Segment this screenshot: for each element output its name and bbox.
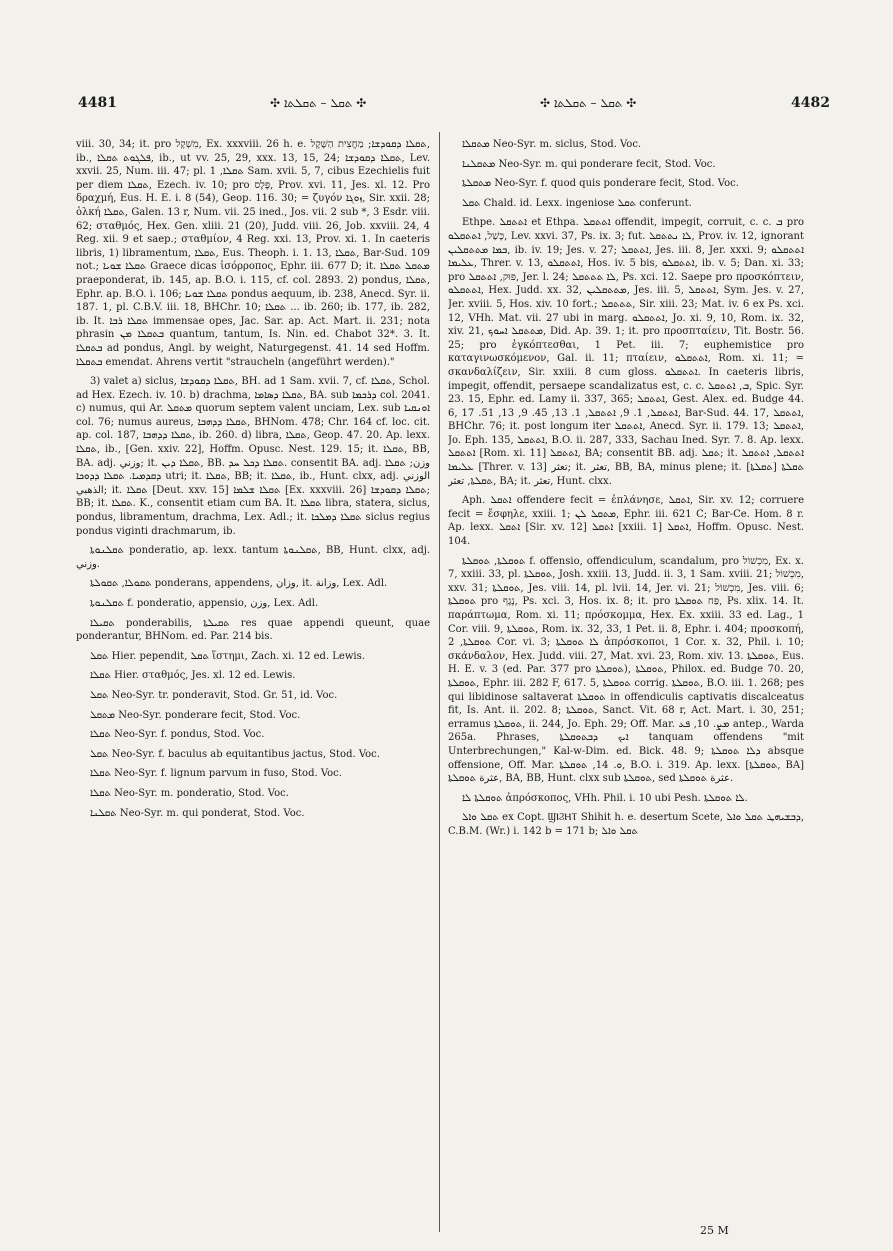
entry-paragraph: ܬܩܠܢܘܬܐ ponderatio, ap. lexx. tantum ܬܩܠܢܘܬܐ, BB, Hunt. clxx, adj. وزني. (76, 545, 430, 570)
entry-paragraph: ܬܩܘܠܐ, ܬܩܘܠܬܐ ponderans, appendens, وزان, it. وزانة, Lex. Adl. (90, 578, 388, 590)
entry-paragraph: ܬܩܠ Chald. id. Lexx. ingeniose ܬܩܠ conferunt. (462, 197, 692, 209)
entry-paragraph: ܬܩܠܢܘܬܐ f. ponderatio, appensio, وزن, Lex. Adl. (90, 598, 319, 609)
entry-paragraph: ܬܩܠܐ Neo-Syr. f. pondus, Stod. Voc. (90, 729, 265, 741)
entry-paragraph: ܡܬܩܠܬܐ Neo-Syr. f. quod quis ponderare fecit, Stod. Voc. (462, 178, 739, 190)
right-column (448, 138, 804, 1228)
entry-paragraph: ܬܩܠ Neo-Syr. tr. ponderavit, Stod. Gr. 51, id. Voc. (90, 689, 338, 701)
signature-mark: 25 M (700, 1224, 729, 1237)
page-number-right: 4482 (791, 95, 830, 111)
page-header (70, 95, 830, 119)
page-number-left: 4481 (78, 95, 117, 111)
entry-paragraph: ܡܬܩܠܐ Neo-Syr. m. siclus, Stod. Voc. (462, 139, 642, 150)
column-divider (439, 132, 440, 1232)
entry-paragraph: ܬܩܠ Neo-Syr. f. baculus ab equitantibus jactus, Stod. Voc. (90, 748, 380, 760)
entry-paragraph: viii. 30, 34; it. pro מִשְׁקָל, Ex. xxxviii. 26 h. e. ܬܩܠܐ ܕܩܘܕܫܐ; מַחֲצִית הַשֶּׁקֶל, ib., ܦܠܓܘܬ ܬܩܠܐ, ib., ut vv. 25, 29, xxx. 13, 15, 24; ܬܩܠܐ ܕܩܘܕܫܐ, Lev. xxvii. 25, Num. iii. 47; pl. ܬܩܠܐ, 1 Sam. xvii. 5, 7, cibus Ezechielis fuit per diem ܬܩܠܐ, Ezech. iv. 10; pro פֶּלֶס, Prov. xvi. 11, Jes. xl. 12. Pro δραχμή, Eus. H. E. i. 8 (54), Geop. 116. 30; = ζυγόν ܙܘܓܐ, Sir. xxii. 28; ὁλκή ܬܩܠܐ, Galen. 13 r, Num. vii. 25 ined., Jos. vii. 2 sub *, 3 Esdr. viii. 62; σταθμός, Hex. Gen. xliii. 21 (20), Judd. viii. 26, Job. xxviii. 24, 4 Reg. xii. 9 et saep.; σταθμίον, 4 Reg. xxi. 13, Prov. xi. 1. In caeteris libris, 1) libramentum, ܬܩܠܐ, Eus. Theoph. i. 1. 13, ܬܩܠܐ, Bar-Sud. 109 not.; ܬܩܠܐ ܫܘܝܐ Graece dicas ἰσόρροπος, Ephr. iii. 677 D; it. ܡܬܩܠ ܬܩܠܐ praeponderat, ib. 145, ap. B.O. i. 115, cf. col. 2893. 2) pondus, ܬܩܠܐ, Ephr. ap. B.O. i. 106; ܬܩܠܐ ܫܘܝܐ pondus aequum, ib. 238, Anecd. Syr. ii. 187. 1, pl. C.B.V. iii. 18, BHChr. 10; ܬܩܠܐ ... ib. 260; ib. 177, ib. 282, ib. It. ܬܩܠܐ ܪܒܐ immensae opes, Jac. Sar. ap. Act. Mart. ii. 231; nota phrasin ܒܬܩܠܐ ܡܢ quantum, tantum, Is. Nin. ed. Chabot 32*. 3. It. ܒܬܩܠܐ ad pondus, Angl. by weight, Naturgegenst. 41. 14 sed Hoffm. ܒܬܩܠܐ emendat. Ahrens vertit "straucheln (angeführt werden)." (76, 139, 430, 368)
entry-paragraph: ܬܩܠ Hier. pependit, ܬܩܠ ἵστημι, Zach. xi. 12 ed. Lewis. (90, 650, 365, 662)
entry-paragraph: ܬܩܠܢܐ Neo-Syr. m. qui ponderat, Stod. Voc. (90, 807, 305, 819)
running-head-left: ✣ ܬܩܠ – ܬܩܠܬܐ ✣ (270, 96, 367, 110)
entry-paragraph: ܬܩܝܠܐ ponderabilis, ܬܩܝܠܬܐ res quae appendi queunt, quae ponderantur, BHNom. ed. Par. 214 bis. (76, 617, 430, 643)
entry-paragraph: ܬܘܩܠܬܐ ܠܐ ἀπρόσκοπος, VHh. Phil. i. 10 ubi Pesh. ܠܐ ܬܘܩܠܬܐ. (462, 792, 748, 804)
entry-paragraph: ܡܬܩܠ Neo-Syr. ponderare fecit, Stod. Voc. (90, 709, 301, 721)
entry-paragraph: Ethpe. ܐܬܬܩܠ et Ethpa. ܐܬܬܩܠ offendit, impegit, corruit, c. c. ܒ pro כָּשַׁל, ܐܬܬܩܠܘ, Lev. xxvi. 37, Ps. ix. 3; fut. ܠܐ ܢܬܬܩܠ, Prov. iv. 12, ignorant ܒܡܐ ܡܬܬܩܠܝܢ, ib. iv. 19; Jes. v. 27; ܐܬܬܩܠ, Jes. iii. 8, Jer. xxxi. 9; ܐܬܬܩܠܘ ܥܠܝܡܐ, Threr. v. 13, ܐܬܬܩܠܘ, Hos. iv. 5 bis, ܐܬܬܩܠܘ, ib. v. 5; Dan. xi. 33; pro פּוּק, ܐܬܬܩܠ, Jer. l. 24; ܠܐ ܬܬܬܩܠ, Ps. xci. 12. Saepe pro προσκόπτειν, ܐܬܬܩܠܘ, Hex. Judd. xx. 32, ܡܬܬܩܠܝܢ, Jes. iii. 5, ܐܬܬܩܠ, Sym. Jes. v. 27, Jer. xviii. 5, Hos. xiv. 10 fort.; ܬܬܬܩܠ, Sir. xiii. 23; Mat. iv. 6 ex Ps. xci. 12, VHh. Mat. vii. 27 ubi in marg. ܐܬܬܩܠܘ, Jo. xi. 9, 10, Rom. ix. 32, xiv. 21, ܡܬܬܩܠ ܐܚܘܟ, Did. Ap. 39. 1; it. pro προσπταίειν, Tit. Bostr. 56. 25; pro ἐγκόπτεσθαι, 1 Pet. iii. 7; euphemistice pro καταγινωσκόμενον, Gal. ii. 11; πταίειν, ܐܬܬܩܠܘ, Rom. xi. 11; = σκανδαλίζειν, Sir. xxiii. 8 cum gloss. ܐܬܬܩܠܘ. In caeteris libris, impegit, offendit, persaepe scandalizatus est, c. c. ܒ, ܐܬܬܩܠ, Spic. Syr. 23. 15, Ephr. ed. Lamy ii. 337, 365; ܐܬܬܩܠ, Gest. Alex. ed. Budge 44. 6, ܐܬܬܩܠ, 1. 9, ܐܬܬܩܠ, 1. 13, 45. 9, 13, 51. 17, Bar-Sud. 44. 17, ܐܬܬܩܠ, BHChr. 76; it. post longum iter ܐܬܬܩܠ, Anecd. Syr. ii. 179. 13; ܐܬܬܩܠ, Jo. Eph. 135, ܐܬܬܩܠ, B.O. ii. 287, 333, Sachau Ined. Syr. 7. 8. Ap. lexx. ܐܬܬܩܠ [Rom. xi. 11] ܐܬܬܩܠ, BA; consentit BB. adj. ܬܩܠ; it. ܐܬܬܩܠ, ܐܬܬܩܠ ܥܠܝܡܐ [Threr. v. 13] تعثر; it. تعثر, BB, BA, minus plene; it. ܬܩܠܬܐ [ܬܩܠܬܐ] ܬܩܠܬܐ, تعثر, BA; it. تعثر, Hunt. clxx. (448, 217, 804, 487)
entry-paragraph: ܬܘܩܠܬܐ, ܬܘܩܠܬܐ f. offensio, offendiculum, scandalum, pro מִכְשׁוֹל, Ex. x. 7, xxiii. 33, pl. ܬܘܩܠܬܐ, Josh. xxiii. 13, Judd. ii. 3, 1 Sam. xviii. 21; מִכְשׁוֹל, xxv. 31; ܬܘܩܠܬܐ, Jes. viii. 14, pl. lvii. 14, Jer. vi. 21; מִכְשׁוֹל, Jes. viii. 6; ܬܘܩܠܬܐ pro נֶגֶף, Ps. xci. 3, Hos. ix. 8; it. pro פַּח ܬܘܩܠܬܐ, Ps. xlix. 14. It. παράπτωμα, Rom. xi. 11; πρόσκομμα, Hex. Ex. xxiii. 33 ed. Lag., 1 Cor. viii. 9, ܬܘܩܠܬܐ, Rom. ix. 32, 33, 1 Pet. ii. 8, Ephr. i. 404; προσκοπή, ܬܘܩܠܬܐ, 2 Cor. vi. 3; ܠܐ ܬܘܩܠܬܐ ἀπρόσκοποι, 1 Cor. x. 32, Phil. i. 10; σκάνδαλον, Hex. Judd. viii. 27, Mat. xvi. 23, Rom. xiv. 13. ܬܘܩܠܬܐ, Eus. H. E. v. 3 (ed. Par. 377 pro ܬܘܩܠܬܐ), ܬܘܩܠܬܐ, Philox. ed. Budge 70. 20, ܬܘܩܠܬܐ, Ephr. iii. 282 F, 617. 5, ܬܘܩܠܬܐ corrig. ܬܘܩܠܬܐ, B.O. iii. 1. 268; pes qui libidinose saltaverat ܬܘܩܠܬܐ in offendiculis captivatis discalceatus fit, Is. Ant. ii. 202. 8; ܬܘܩܠܬܐ, Sanct. Vit. 68 r, Act. Mart. i. 30, 251; erramus ܬܘܩܠܬܐ, ii. 244, Jo. Eph. 29; Off. Mar. ܡܨ. 10, ܦܥ antep., Warda 265a. Phrases, ܐܝܟ ܕܒܬܘܩܠܬܐ tanquam offendens "mit Unterbrechungen," Kal-w-Dim. ed. Bick. 48. 9; ܕܠܐ ܬܘܩܠܬܐ absque offensione, Off. Mar. ܘ. 14, ܬܘܩܠܬܐ, B.O. i. 319. Ap. lexx. [ܬܘܩܠܬܐ, BA] عثرة ܬܘܩܠܬܐ, BA, BB, Hunt. clxx sub ܬܘܩܠܬܐ, sed عثرة ܬܘܩܠܬܐ. (448, 555, 804, 785)
entry-paragraph: ܬܩܠܐ Neo-Syr. f. lignum parvum in fuso, Stod. Voc. (90, 768, 342, 780)
entry-paragraph: Aph. ܐܬܩܠ offendere fecit = ἐπλάνησε, ܐܬܩܠ, Sir. xv. 12; corruere fecit = ἔσφηλε, xxiii. 1; ܡܬܩܠ ܠܢ, Ephr. iii. 621 C; Bar-Ce. Hom. 8 r. Ap. lexx. ܐܬܩܠ [Sir. xv. 12] ܐܬܩܠ [xxiii. 1] ܐܬܩܠ, Hoffm. Opusc. Nest. 104. (448, 495, 804, 548)
entry-paragraph: ܡܬܩܠܢܐ Neo-Syr. m. qui ponderare fecit, Stod. Voc. (462, 158, 716, 170)
left-column (76, 138, 430, 1228)
entry-paragraph: ܬܩܠܐ Neo-Syr. m. ponderatio, Stod. Voc. (90, 787, 289, 799)
entry-paragraph: 3) valet a) siclus, ܬܩܠܐ ܕܩܘܕܫܐ, BH. ad 1 Sam. xvii. 7, cf. ܬܩܠܐ, Schol. ad Hex. Ezech. iv. 10. b) drachma, ܬܩܠܐ ܕܣܐܡܐ, BA. sub ܕܪܟܡܐ col. 2041. c) numus, qui Ar. ܡܬܩܠ quorum septem valent unciam, Lex. sub ܐܘܢܩܝܐ col. 76; numus aureus, ܬܩܠܐ ܕܕܗܒܐ, BHNom. 478; Chr. 164 cf. loc. cit. ap. col. 187, ܬܩܠܐ ܕܕܗܒܐ, ib. 260. d) libra, ܬܩܠܐ, Geop. 47. 20. Ap. lexx. ܬܩܠܐ, ib., [Gen. xxiv. 22], Hoffm. Opusc. Nest. 129. 15; it. ܬܩܠܐ, BB, BA. adj. وزني; it. ܬܩܠܐ ܕܝܢ, BB. ܬܩܠܐ ܕܟܠ ܚܕ. consentit BA. adj. وزن; ܬܩܠܐ ܕܩܕܡܝܐ. ܬܩܠܐ ܕܕܘܟܐ utri; it. ܬܩܠܐ, BB; it. ܬܩܠܐ, ib., Hunt. clxx, adj. الوزني الذهبي; it. ܬܩܠܐ [Deut. xxv. 15] ܬܩܠܐ ܫܠܡܐ [Ex. xxxviii. 26] ܬܩܠܐ ܕܩܘܕܫܐ; BB; it. ܬܩܠܐ. K., consentit etiam cum BA. It. ܬܩܠܐ libra, statera, siclus, pondus, libramentum, drachma, Lex. Adl.; it. ܬܩܠܐ ܕܡܠܟܐ siclus regius pondus viginti drachmarum, ib. (76, 376, 430, 537)
entry-paragraph: ܬܩܠܐ Hier. σταθμός, Jes. xl. 12 ed. Lewis. (90, 670, 296, 682)
running-head-right: ✣ ܬܩܠ – ܬܩܠܬܐ ✣ (540, 96, 637, 110)
entry-paragraph: ܬܩܠ ܘܐܠ ex Copt. ϢⲒϨⲎⲦ Shihit h. e. desertum Scete, ܕܒܫܝܗܛ ܬܩܠ ܘܐܠ, C.B.M. (Wr.) i. 142 b = 171 b; ܬܩܠ ܘܐܠ (448, 812, 804, 837)
